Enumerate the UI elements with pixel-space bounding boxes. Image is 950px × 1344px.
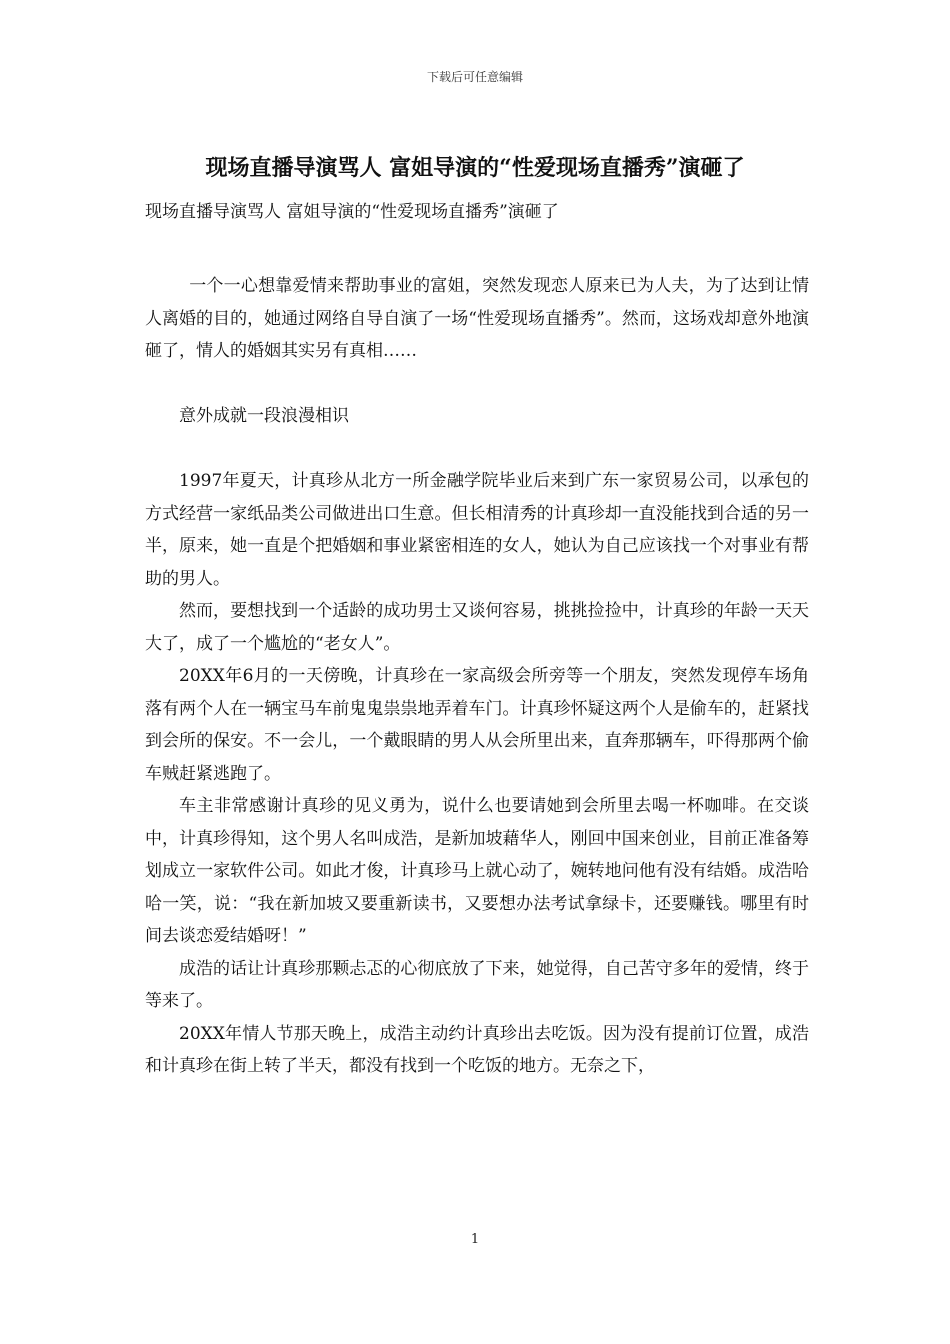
document-title: 现场直播导演骂人 富姐导演的“性爱现场直播秀”演砸了 — [205, 155, 745, 181]
intro-paragraph: 一个一心想靠爱情来帮助事业的富姐，突然发现恋人原来已为人夫，为了达到让情人离婚的目的，她通过网络自导自演了一场“性爱现场直播秀”。然而，这场戏却意外地演砸了，情人的婚姻其实另有真相…… — [145, 276, 809, 361]
page-number: 1 — [470, 1232, 480, 1247]
header-note: 下载后可任意编辑 — [426, 70, 523, 84]
body-paragraph-5: 成浩的话让计真珍那颗忐忑的心彻底放了下来，她觉得，自己苦守多年的爱情，终于等来了。 — [145, 958, 809, 1011]
body-paragraph-2: 然而，要想找到一个适龄的成功男士又谈何容易，挑挑捡捡中，计真珍的年龄一天天大了，成了一个尴尬的“老女人”。 — [145, 601, 809, 654]
body-paragraph-4: 车主非常感谢计真珍的见义勇为，说什么也要请她到会所里去喝一杯咖啡。在交谈中，计真珍得知，这个男人名叫成浩，是新加坡藉华人，刚回中国来创业，目前正准备筹划成立一家软件公司。如此才俊，计真珍马上就心动了，婉转地问他有没有结婚。成浩哈哈一笑，说：“我在新加坡又要重新读书，又要想办法考试拿绿卡，还要赚钱。哪里有时间去谈恋爱结婚呀！” — [145, 796, 809, 946]
body-paragraph-1: 1997年夏天，计真珍从北方一所金融学院毕业后来到广东一家贸易公司，以承包的方式经营一家纸品类公司做进出口生意。但长相清秀的计真珍却一直没能找到合适的另一半，原来，她一直是个把婚姻和事业紧密相连的女人，她认为自己应该找一个对事业有帮助的男人。 — [145, 471, 809, 589]
document-subtitle: 现场直播导演骂人 富姐导演的“性爱现场直播秀”演砸了 — [145, 202, 559, 222]
body-paragraph-3: 20XX年6月的一天傍晚，计真珍在一家高级会所旁等一个朋友，突然发现停车场角落有两个人在一辆宝马车前鬼鬼祟祟地弄着车门。计真珍怀疑这两个人是偷车的，赶紧找到会所的保安。不一会儿，一个戴眼睛的男人从会所里出来，直奔那辆车，吓得那两个偷车贼赶紧逃跑了。 — [145, 666, 809, 784]
body-paragraph-6: 20XX年情人节那天晚上，成浩主动约计真珍出去吃饭。因为没有提前订位置，成浩和计真珍在街上转了半天，都没有找到一个吃饭的地方。无奈之下， — [145, 1023, 809, 1076]
document-body — [145, 270, 809, 1083]
section-heading: 意外成就一段浪漫相识 — [179, 406, 349, 426]
